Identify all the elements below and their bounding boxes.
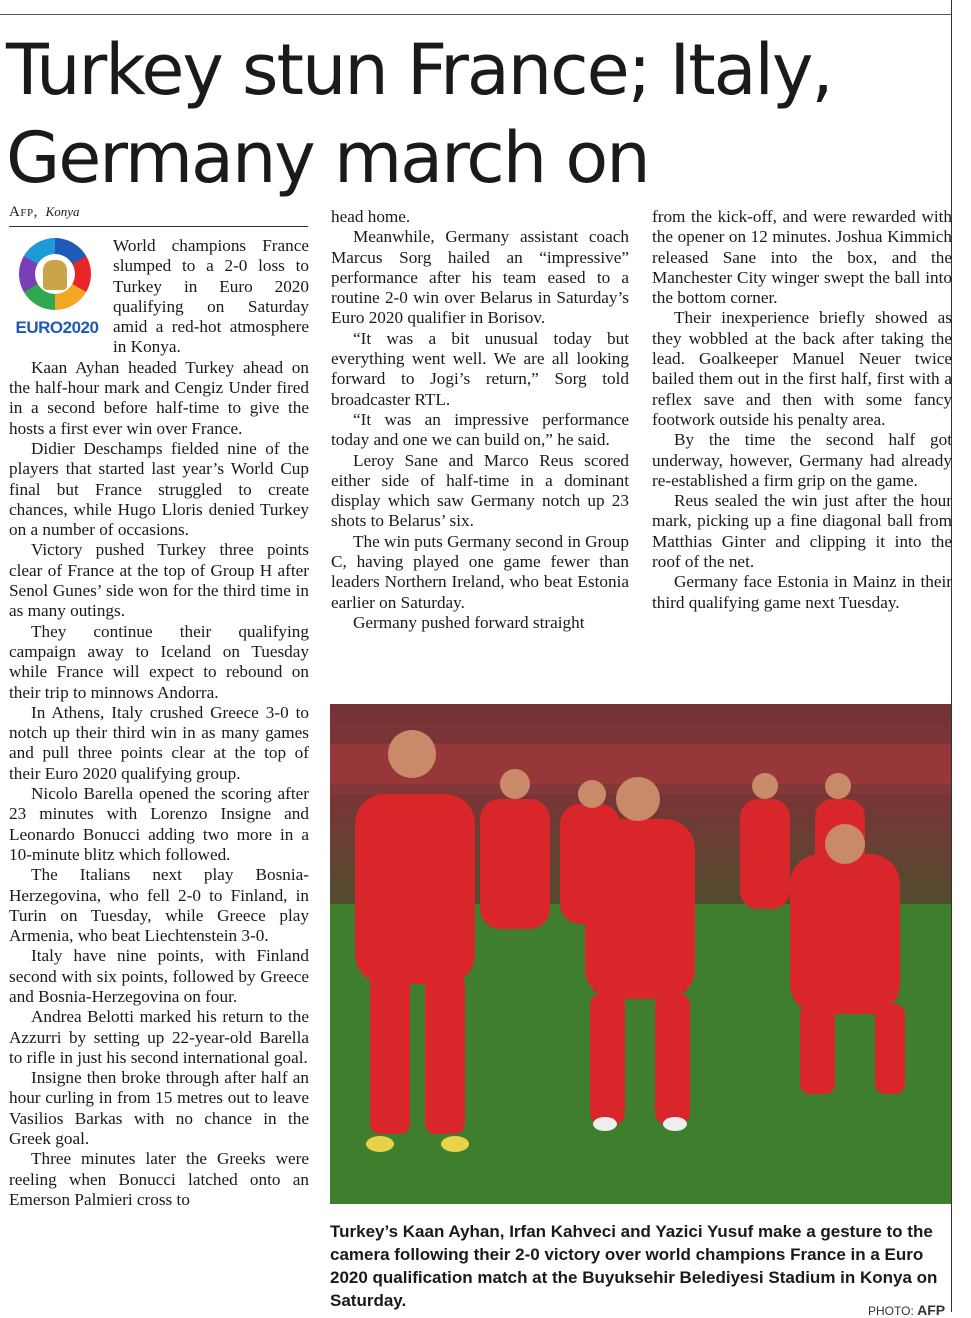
paragraph: Italy have nine points, with Finland second with six points, followed by Greece and Bosnia-Herzegovina on four.	[9, 946, 309, 1006]
photo-caption: Turkey’s Kaan Ayhan, Irfan Kahveci and Yazici Yusuf make a gesture to the camera following their 2-0 victory over world champions France in a Euro 2020 qualification match at the Buyuksehir Belediyesi Stadium in Konya on Saturday.	[330, 1222, 938, 1310]
article-column-1	[9, 236, 309, 1312]
byline	[9, 204, 308, 227]
paragraph: Didier Deschamps fielded nine of the players that started last year’s World Cup final but France struggled to create chances, while Hugo Lloris denied Turkey on a number of occasions.	[9, 438, 309, 540]
page-edge	[951, 0, 952, 1312]
top-rule	[0, 14, 951, 15]
news-photo	[330, 704, 951, 1204]
photo-credit-source: AFP	[917, 1302, 946, 1318]
paragraph: Insigne then broke through after half an hour curling in from 15 metres out to leave Vasilios Barkas with no chance in the Greek goal.	[9, 1068, 309, 1149]
article-column-3	[652, 207, 952, 613]
paragraph: Leroy Sane and Marco Reus scored either side of half-time in a dominant display which saw Germany notch up 23 shots to Belarus’ six.	[331, 450, 629, 531]
paragraph: By the time the second half got underway, however, Germany had already re-established a firm grip on the game.	[652, 430, 952, 490]
paragraph: The win puts Germany second in Group C, having played one game fewer than leaders Northern Ireland, who beat Estonia earlier on Saturday.	[331, 531, 629, 612]
euro2020-logo-text: EURO2020	[15, 318, 99, 337]
paragraph: Reus sealed the win just after the hour mark, picking up a fine diagonal ball from Matthias Ginter and clipping it into the roof of the net.	[652, 491, 952, 572]
paragraph: In Athens, Italy crushed Greece 3-0 to notch up their third win in as many games and pull three points clear at the top of their Euro 2020 qualifying group.	[9, 702, 309, 783]
paragraph: Meanwhile, Germany assistant coach Marcus Sorg hailed an “impressive” performance after his team eased to a routine 2-0 win over Belarus in Saturday’s Euro 2020 qualifier in Borisov.	[331, 227, 629, 328]
paragraph: The Italians next play Bosnia-Herzegovina, who fell 2-0 to Finland, in Turin on Tuesday, while Greece play Armenia, who beat Liechtenstein 3-0.	[9, 865, 309, 946]
paragraph-continued: from the kick-off, and were rewarded with the opener on 12 minutes. Joshua Kimmich released Sane into the box, and the Manchester City winger swept the ball into the bottom corner.	[652, 207, 952, 308]
paragraph: Germany pushed forward straight	[353, 612, 585, 632]
paragraph: World champions France slumped to a 2-0 loss to Turkey in Euro 2020 qualifying on Saturday amid a red-hot atmosphere in Konya.	[113, 236, 309, 357]
paragraph: Their inexperience briefly showed as they wobbled at the back after taking the lead. Goalkeeper Manuel Neuer twice bailed them out in the first half, first with a reflex save and then with some fancy footwork outside his penalty area.	[652, 308, 952, 429]
byline-location: Konya	[45, 204, 80, 219]
paragraph: “It was an impressive performance today and one we can build on,” he said.	[331, 409, 629, 450]
photo-credit-label: PHOTO:	[868, 1304, 914, 1318]
byline-agency: Afp,	[9, 204, 38, 220]
paragraph: They continue their qualifying campaign away to Iceland on Tuesday while France will expect to rebound on their trip to minnows Andorra.	[9, 621, 309, 702]
euro2020-logo	[9, 238, 105, 346]
turkey-players-photo-illustration	[330, 704, 951, 1204]
paragraph-continued: head home.	[331, 207, 411, 226]
paragraph: Andrea Belotti marked his return to the Azzurri by setting up 22-year-old Barella to rifle in just his second international goal.	[9, 1007, 309, 1067]
article-column-2	[331, 207, 629, 633]
headline: Turkey stun France; Italy, Germany march on	[6, 29, 832, 199]
paragraph: Kaan Ayhan headed Turkey ahead on the half-hour mark and Cengiz Under fired in a second before half-time to give the hosts a first ever win over France.	[9, 357, 309, 438]
paragraph: Nicolo Barella opened the scoring after 23 minutes with Lorenzo Insigne and Leonardo Bonucci adding two more in a 10-minute blitz which followed.	[9, 784, 309, 864]
paragraph: “It was a bit unusual today but everything went well. We are all looking forward to Jogi’s return,” Sorg told broadcaster RTL.	[331, 328, 629, 409]
paragraph: Germany face Estonia in Mainz in their third qualifying game next Tuesday.	[652, 572, 952, 612]
trophy-icon	[43, 260, 67, 290]
paragraph: Victory pushed Turkey three points clear of France at the top of Group H after Senol Gunes’ side won for the third time in as many outings.	[9, 540, 309, 621]
photo-credit	[868, 1302, 945, 1318]
paragraph: Three minutes later the Greeks were reeling when Bonucci latched onto an Emerson Palmieri cross to	[9, 1149, 309, 1209]
